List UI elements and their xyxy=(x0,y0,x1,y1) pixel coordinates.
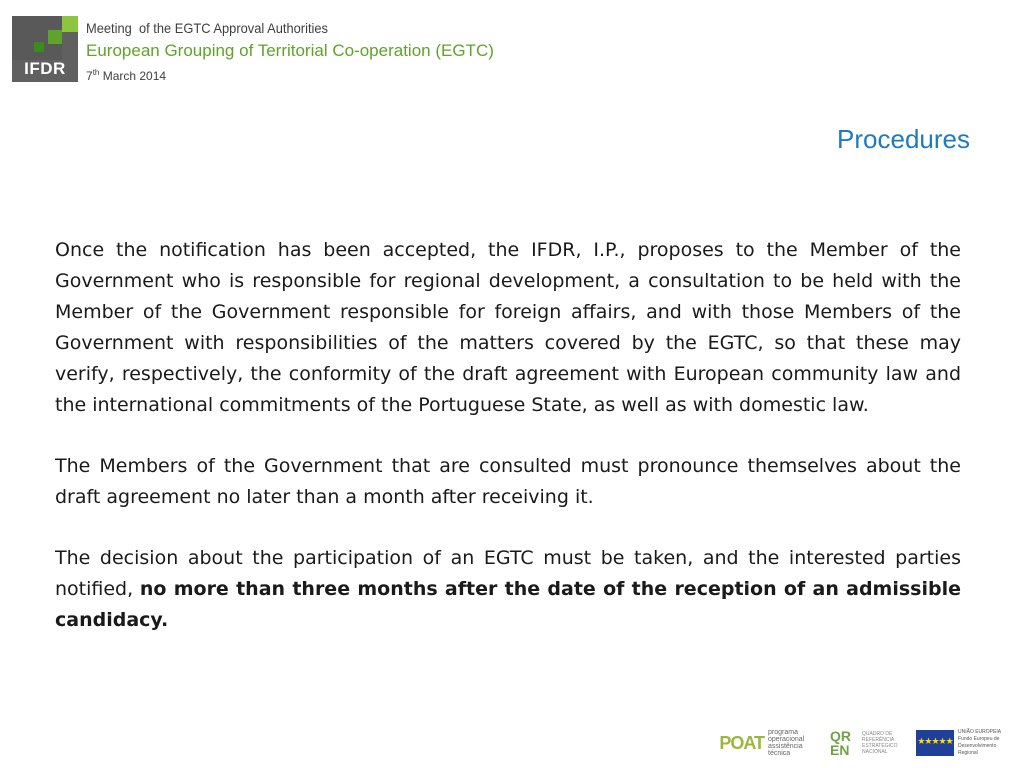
logo-square-dark xyxy=(34,42,44,52)
poat-logo xyxy=(719,729,816,757)
logo-square-light xyxy=(62,16,78,32)
slide-body xyxy=(55,235,961,666)
paragraph-2: The Members of the Government that are consulted must pronounce themselves about the draft agreement no later than a month after receiving it. xyxy=(55,455,961,508)
header-meeting-title: Meeting of the EGTC Approval Authorities xyxy=(86,20,328,36)
footer-logos xyxy=(719,726,1016,760)
paragraph-3 xyxy=(55,543,961,636)
paragraph-1: Once the notification has been accepted, the IFDR, I.P., proposes to the Member of the Government who is responsible for regional development, a consultation to be held with the Member of the Government responsible for foreign affairs, and with those Members of the Government with responsibilities of the matters covered by the EGTC, so that these may verify, respectively, the conformity of the draft agreement with European community law and the international commitments of the Portuguese State, as well as with domestic law. xyxy=(55,239,961,416)
header-egtc-title: European Grouping of Territorial Co-operation (EGTC) xyxy=(86,41,494,60)
eu-logo xyxy=(916,729,1016,757)
poat-text: programa operacional assistência técnica xyxy=(768,729,805,757)
logo-square-mid xyxy=(48,30,62,44)
date-suffix: th xyxy=(92,68,100,77)
qren-mark: QR EN xyxy=(830,728,851,758)
eu-flag-icon: ★★★★★ xyxy=(916,730,954,756)
poat-mark: POAT xyxy=(719,732,764,753)
ifdr-logo xyxy=(12,16,78,82)
eu-fund: Fundo Europeu de Desenvolvimento Regional xyxy=(958,736,1000,756)
qren-text: QUADRO DE REFERÊNCIA ESTRATÉGICO NACIONAL xyxy=(862,731,898,755)
qren-logo xyxy=(830,729,902,757)
date-rest: March 2014 xyxy=(99,69,167,83)
logo-text: IFDR xyxy=(24,59,66,78)
eu-title: UNIÃO EUROPEIA xyxy=(958,729,1002,735)
date-day: 7 xyxy=(86,69,93,83)
eu-text xyxy=(958,729,1016,757)
slide-title: Procedures xyxy=(837,124,970,154)
header-date xyxy=(86,68,166,83)
paragraph-3-plain: The decision about the participation of an EGTC must be taken, and the interested parties notified, xyxy=(55,547,961,600)
paragraph-3-bold: no more than three months after the date of the reception of an admissible candidacy. xyxy=(55,578,961,631)
